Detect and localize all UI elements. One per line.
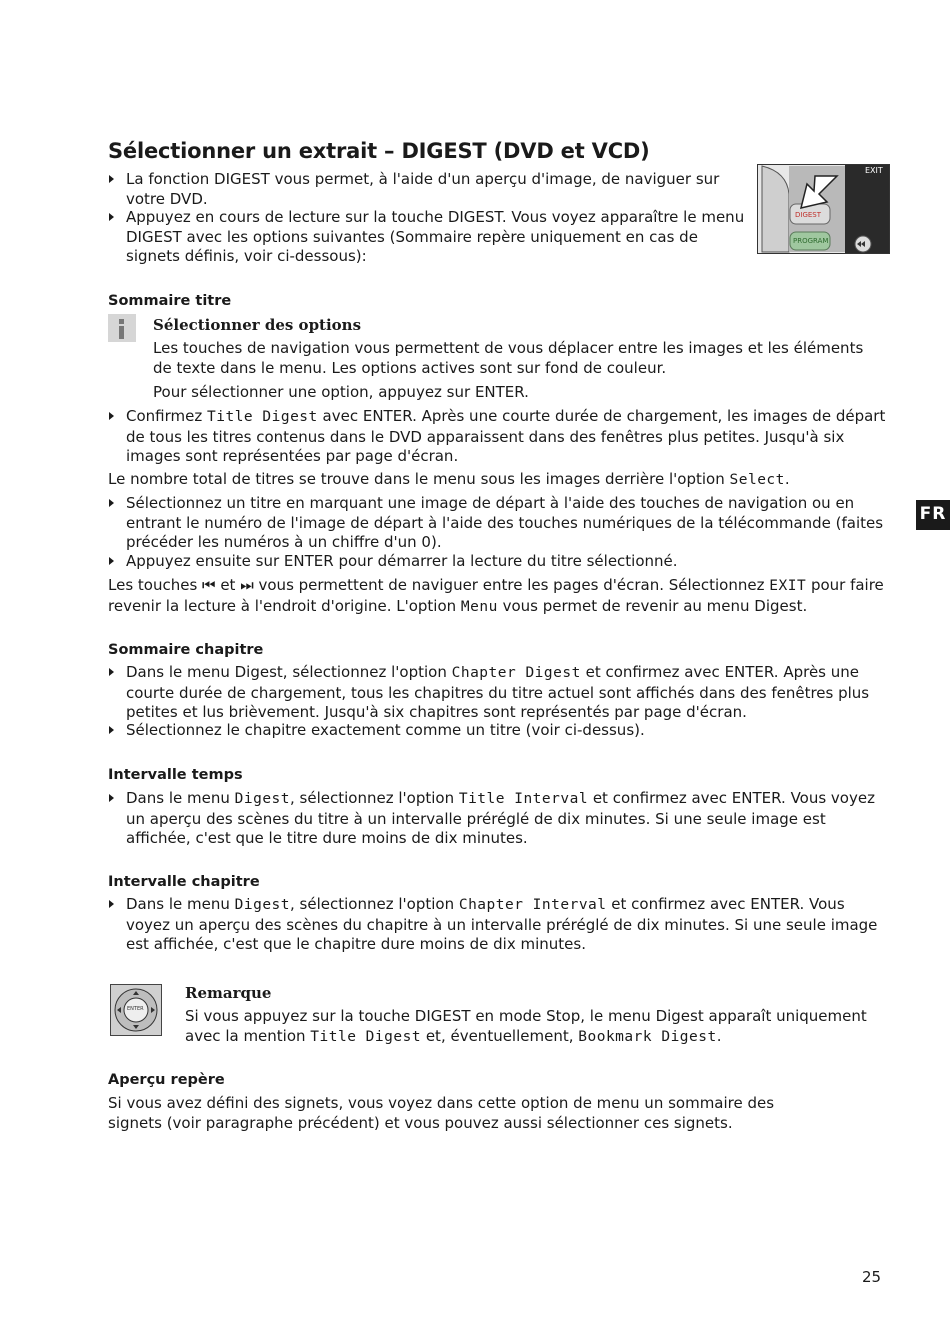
info-paragraph-2: Pour sélectionner une option, appuyez sur ENTER. — [153, 383, 529, 401]
skip-forward-icon: ⏭ — [240, 576, 254, 594]
titre-bullet-1: Confirmez Title Digest avec ENTER. Après une courte durée de chargement, les images de départ de tous les titres contenus dans le DVD apparaissent dans des fenêtres plus petites. Jusqu'à six images sont représentées par page d'écran. — [126, 407, 886, 465]
heading-intervalle-temps: Intervalle temps — [108, 767, 243, 783]
language-tab: FR — [916, 500, 950, 530]
page-title: Sélectionner un extrait – DIGEST (DVD et VCD) — [108, 139, 650, 163]
program-label: PROGRAM — [793, 237, 829, 245]
titre-paragraph-1: Le nombre total de titres se trouve dans le menu sous les images derrière l'option Select. — [108, 470, 790, 488]
heading-sommaire-titre: Sommaire titre — [108, 293, 232, 309]
remarque-heading: Remarque — [185, 984, 272, 1002]
info-icon — [108, 314, 136, 342]
heading-apercu-repere: Aperçu repère — [108, 1072, 225, 1088]
info-paragraph-1: Les touches de navigation vous permettent de vous déplacer entre les images et les éléments de texte dans le menu. Les options actives sont sur fond de couleur. — [153, 339, 864, 377]
chapitre-bullet-2: Sélectionnez le chapitre exactement comme un titre (voir ci-dessus). — [126, 721, 886, 741]
heading-intervalle-chapitre: Intervalle chapitre — [108, 874, 260, 890]
digest-label: DIGEST — [795, 211, 822, 219]
info-heading: Sélectionner des options — [153, 316, 362, 334]
skip-back-icon: ⏮ — [202, 576, 216, 594]
intro-bullet-2: Appuyez en cours de lecture sur la touche DIGEST. Vous voyez apparaître le menu DIGEST avec les options suivantes (Sommaire repère uniquement en cas de signets définis, voir ci-dessous): — [126, 208, 745, 265]
enter-button-icon — [110, 984, 162, 1036]
titre-bullet-2: Sélectionnez un titre en marquant une image de départ à l'aide des touches de navigation ou en entrant le numéro de l'image de départ à l'aide des touches numériques de la télécommande (faites précéder les numéros à un chiffre d'un 0). — [126, 494, 886, 553]
enter-label: ENTER — [127, 1006, 144, 1012]
apercu-repere-text: Si vous avez défini des signets, vous voyez dans cette option de menu un sommaire des signets (voir paragraphe précédent) et vous pouvez aussi sélectionner ces signets. — [108, 1094, 775, 1132]
intervalle-chapitre-bullet-1: Dans le menu Digest, sélectionnez l'option Chapter Interval et confirmez avec ENTER. Vous voyez un aperçu des scènes du chapitre à un intervalle préréglé de dix minutes. Si une seule image est affichée, c'est que le chapitre dure moins de dix minutes. — [126, 895, 886, 955]
chapitre-bullet-1: Dans le menu Digest, sélectionnez l'option Chapter Digest et confirmez avec ENTER. Après une courte durée de chargement, tous les chapitres du titre actuel sont affichés dans des fenêtres plus petites et lus brièvement. Jusqu'à six chapitres sont représentés par page d'écran. — [126, 663, 886, 723]
exit-label: EXIT — [865, 166, 883, 175]
titre-paragraph-2: Les touches ⏮ et ⏭ vous permettent de naviguer entre les pages d'écran. Sélectionnez EXIT pour faire revenir la lecture à l'endroit d'origine. L'option Menu vous permet de revenir au menu Digest. — [108, 576, 884, 615]
page-number: 25 — [862, 1268, 882, 1286]
intro-bullet-1: La fonction DIGEST vous permet, à l'aide d'un aperçu d'image, de naviguer sur votre DVD. — [126, 170, 746, 209]
titre-bullet-3: Appuyez ensuite sur ENTER pour démarrer la lecture du titre sélectionné. — [126, 552, 886, 572]
remarque-text: Si vous appuyez sur la touche DIGEST en mode Stop, le menu Digest apparaît uniquement avec la mention Title Digest et, éventuellement, Bookmark Digest. — [185, 1007, 867, 1045]
temps-bullet-1: Dans le menu Digest, sélectionnez l'option Title Interval et confirmez avec ENTER. Vous voyez un aperçu des scènes du titre à un intervalle préréglé de dix minutes. Si une seule image est affichée, c'est que le titre dure moins de dix minutes. — [126, 789, 886, 849]
remote-control-image — [757, 164, 890, 254]
heading-sommaire-chapitre: Sommaire chapitre — [108, 642, 264, 658]
